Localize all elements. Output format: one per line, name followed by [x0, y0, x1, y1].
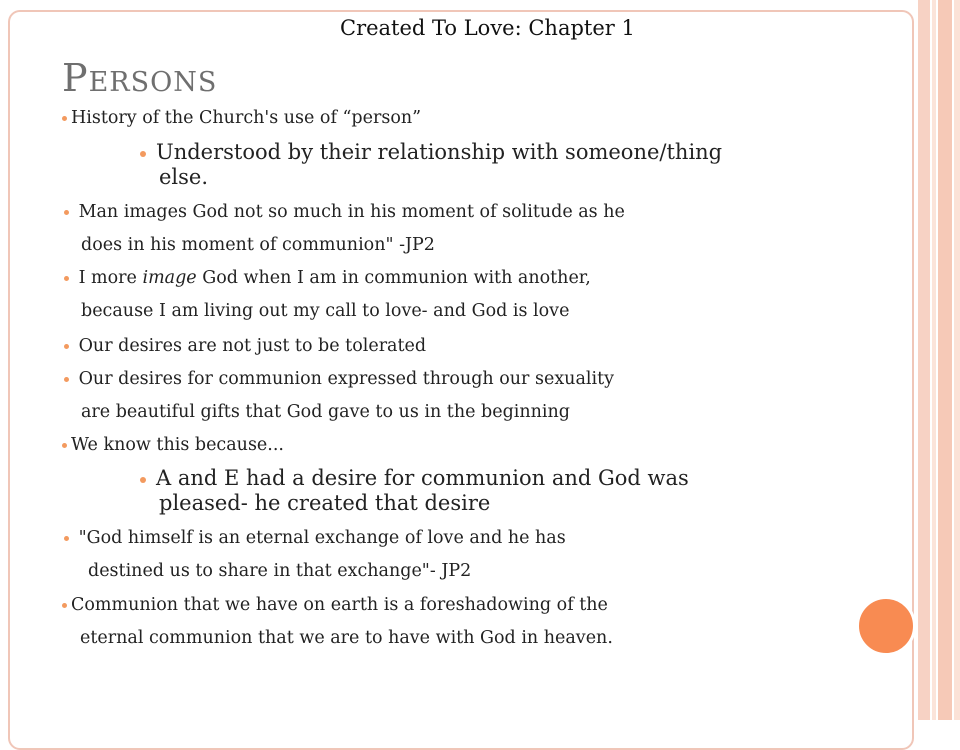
decor-stripe [918, 0, 930, 720]
decor-stripe [938, 0, 952, 720]
bullet-line [64, 336, 426, 356]
bullet-icon [140, 477, 146, 483]
bullet-continuation: does in his moment of communion" -JP2 [81, 235, 435, 255]
sub-bullet-line [140, 466, 689, 490]
sub-bullet-continuation: else. [159, 165, 209, 189]
sub-bullet-line [140, 140, 722, 164]
slide-header: Created To Love: Chapter 1 [340, 16, 635, 40]
bullet-text-pre: I more [78, 268, 143, 288]
bullet-text-post: God when I am in communion with another, [196, 268, 591, 288]
slide-title: Persons [62, 56, 218, 100]
bullet-line [64, 369, 614, 389]
bullet-text: We know this because... [71, 435, 284, 455]
decor-stripe [954, 0, 960, 720]
bullet-line [62, 595, 608, 615]
bullet-icon [140, 151, 146, 157]
bullet-continuation: destined us to share in that exchange"- JP2 [88, 561, 472, 581]
bullet-continuation: eternal communion that we are to have with God in heaven. [80, 628, 613, 648]
bullet-icon [64, 344, 69, 349]
bullet-text: Communion that we have on earth is a foreshadowing of the [71, 595, 608, 615]
bullet-icon [64, 210, 69, 215]
bullet-icon [64, 377, 69, 382]
bullet-text: Man images God not so much in his moment of solitude as he [78, 202, 625, 222]
bullet-line [64, 268, 591, 288]
bullet-line [62, 108, 421, 128]
bullet-icon [64, 536, 69, 541]
sub-bullet-continuation: pleased- he created that desire [159, 491, 491, 515]
bullet-continuation: because I am living out my call to love- and God is love [81, 301, 570, 321]
bullet-text: Our desires are not just to be tolerated [78, 336, 427, 356]
bullet-icon [62, 443, 67, 448]
bullet-text: A and E had a desire for communion and God was [156, 466, 689, 490]
bullet-text: Our desires for communion expressed through our sexuality [78, 369, 615, 389]
bullet-text: "God himself is an eternal exchange of love and he has [78, 528, 566, 548]
bullet-line [62, 435, 284, 455]
bullet-text: History of the Church's use of “person” [71, 108, 422, 128]
bullet-icon [62, 603, 67, 608]
bullet-text-emphasis: image [142, 268, 197, 288]
bullet-text: Understood by their relationship with someone/thing [156, 140, 723, 164]
bullet-line [64, 202, 625, 222]
bullet-icon [62, 116, 67, 121]
decor-circle [856, 596, 916, 656]
bullet-continuation: are beautiful gifts that God gave to us in the beginning [81, 402, 570, 422]
bullet-line [64, 528, 566, 548]
decor-stripe [932, 0, 936, 720]
bullet-icon [64, 276, 69, 281]
